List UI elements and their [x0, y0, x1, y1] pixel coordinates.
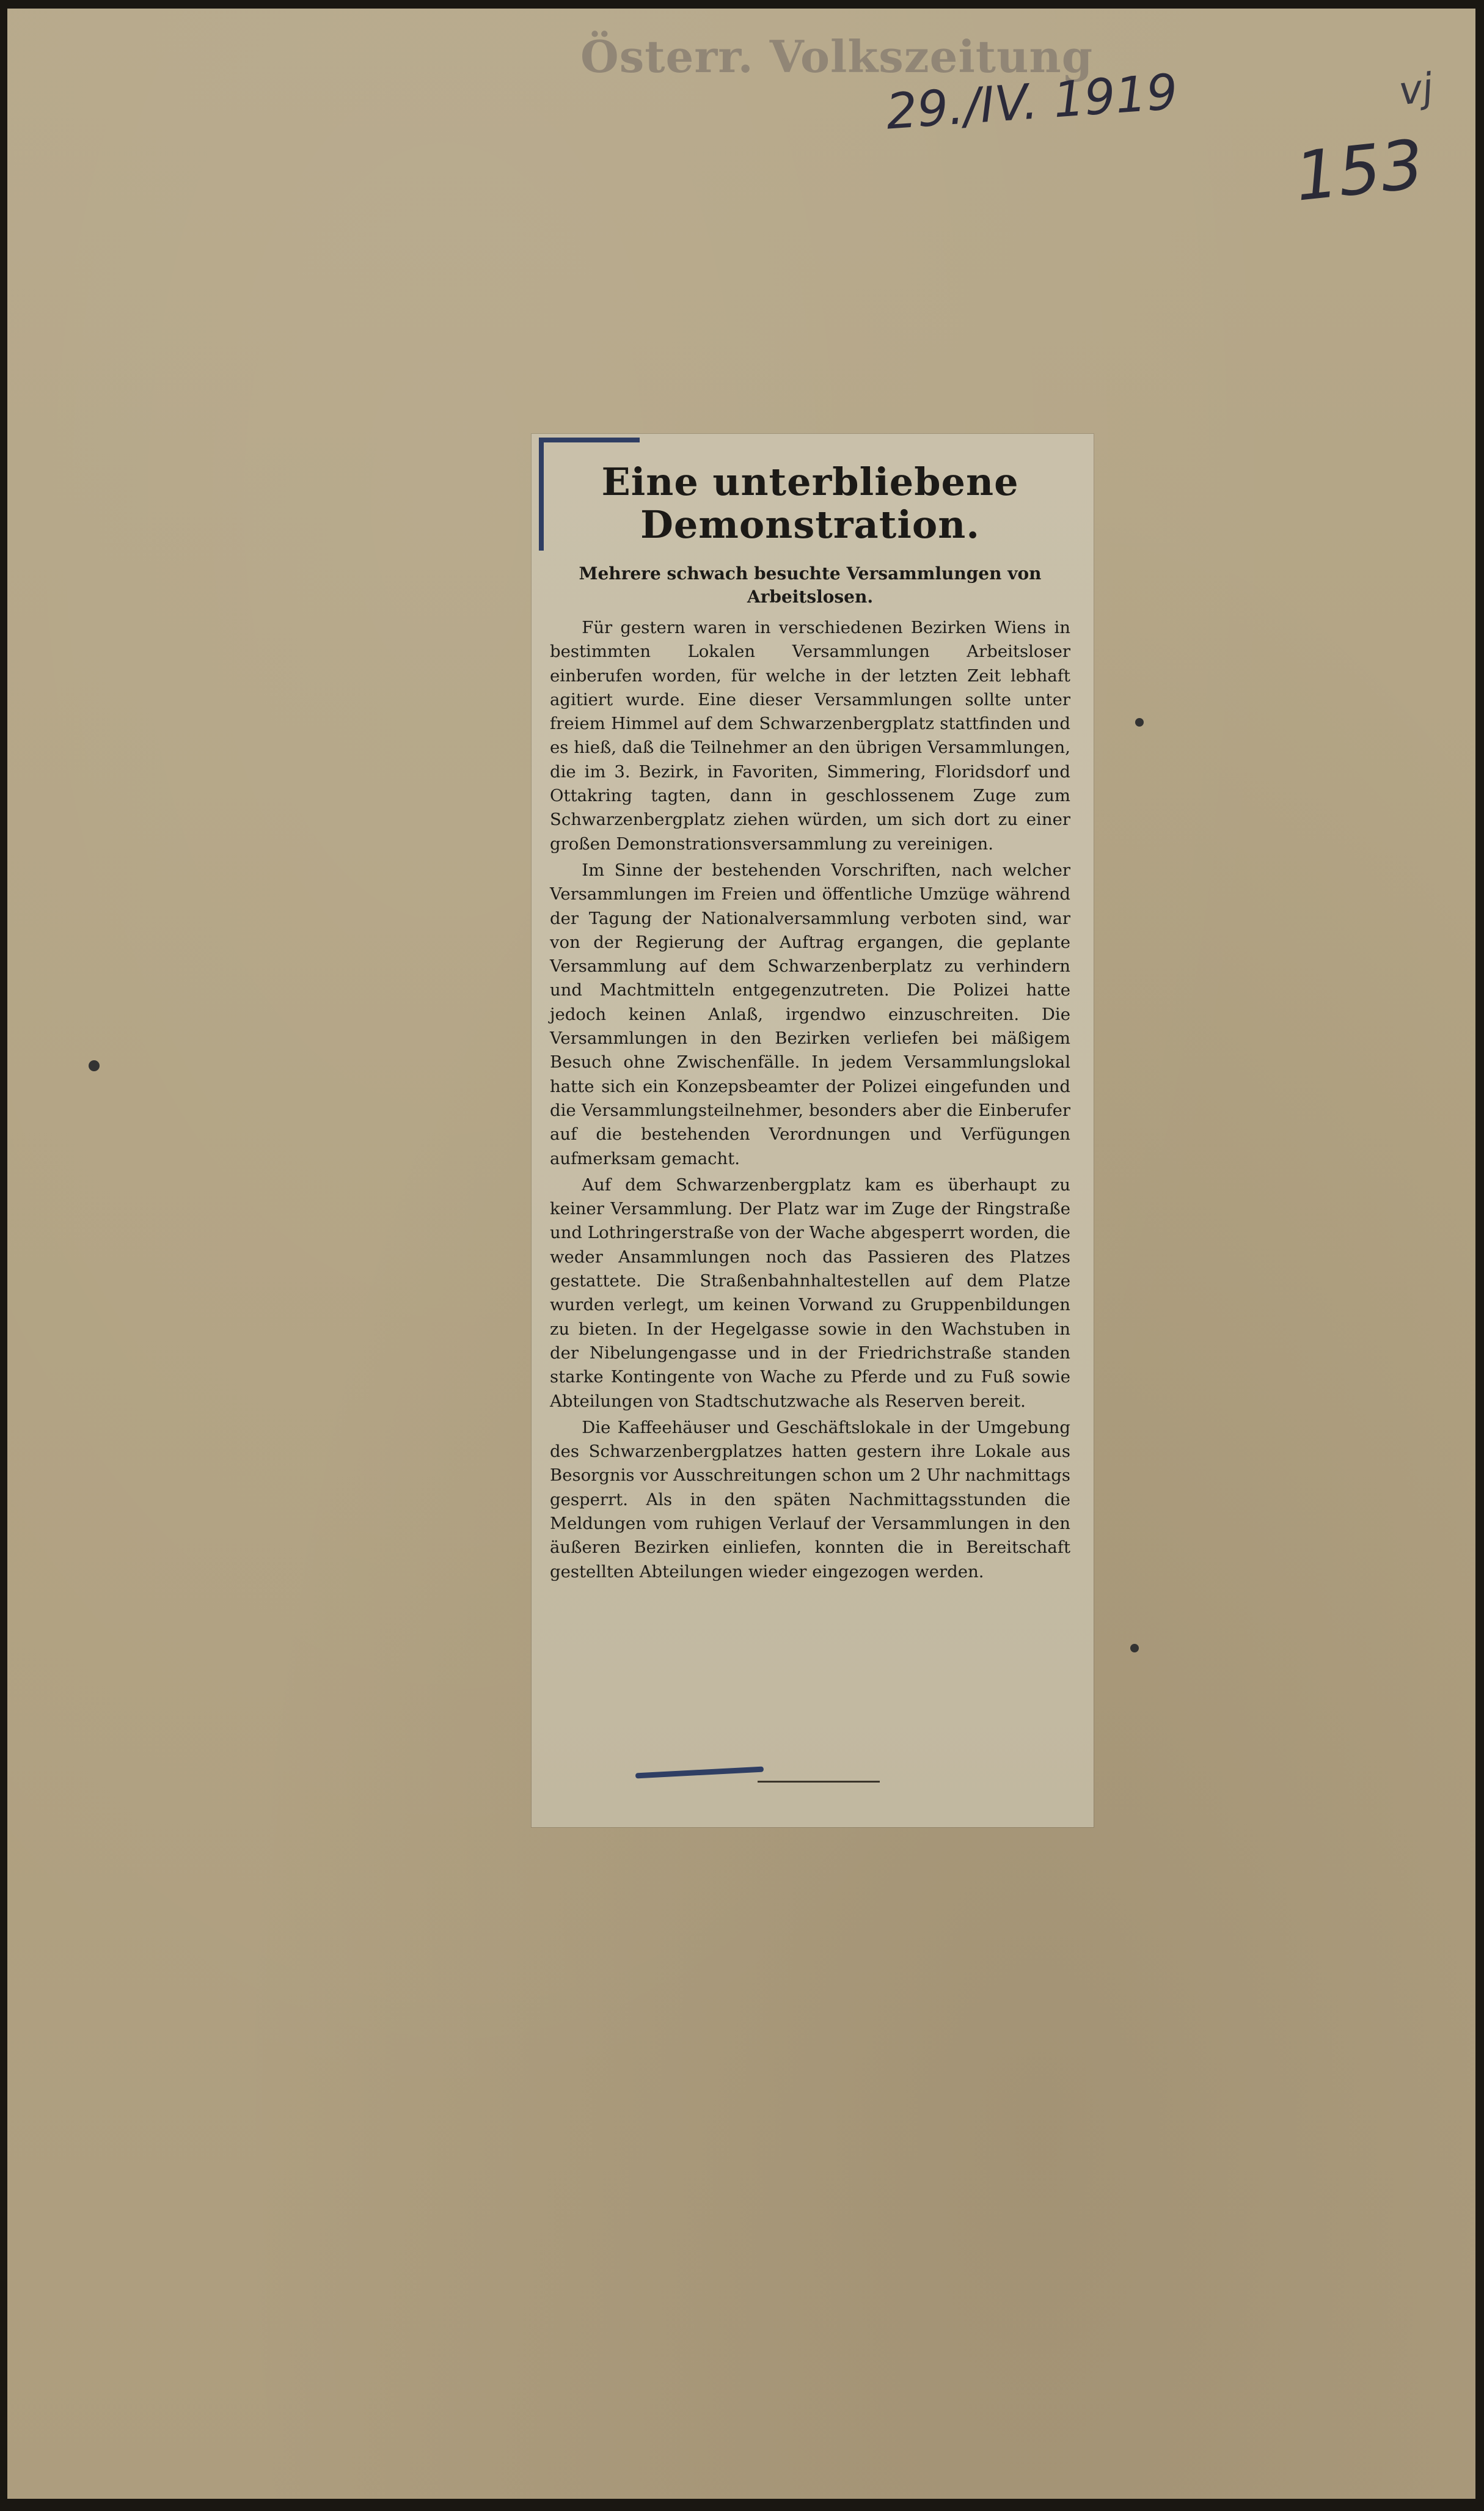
handwritten-date: 29./IV. 1919 — [884, 63, 1180, 141]
newspaper-source-stamp: Österr. Volkszeitung — [580, 31, 1094, 82]
article-paragraph: Im Sinne der bestehenden Vorschriften, nach welcher Versammlungen im Freien und öffentliche Umzüge während der Tagung der Nationalversammlung verboten sind, war von der Regierung der Auftrag ergangen, die geplante Versammlung auf dem Schwarzenberplatz zu verhindern und Machtmitteln entgegenzutreten. Die Polizei hatte jedoch keinen Anlaß, irgendwo einzuschreiten. Die Versammlungen in den Bezirken verliefen bei mäßigem Besuch ohne Zwischenfälle. In jedem Versammlungslokal hatte sich ein Konzepsbeamter der Polizei eingefunden und die Versammlungsteilnehmer, besonders aber die Einberufer auf die bestehenden Verordnungen und Verfügungen aufmerksam gemacht. — [550, 860, 1070, 1168]
article-end-rule — [758, 1781, 880, 1783]
punch-hole-dot — [89, 1060, 100, 1071]
punch-hole-dot — [1135, 718, 1144, 727]
article-paragraph: Auf dem Schwarzenbergplatz kam es überhaupt zu keiner Versammlung. Der Platz war im Zuge der Ringstraße und Lothringerstraße von der Wache abgesperrt worden, die weder Ansammlungen noch das Passieren des Platzes gestattete. Die Straßenbahnhaltestellen auf dem Platze wurden verlegt, um keinen Vorwand zu Gruppenbildungen zu bieten. In der Hegelgasse sowie in den Wachstuben in der Nibelungengasse und in der Friedrichstraße standen starke Kontingente von Wache zu Pferde und zu Fuß sowie Abteilungen von Stadtschutzwache als Reserven bereit. — [550, 1175, 1070, 1411]
punch-hole-dot — [1130, 1644, 1139, 1652]
handwritten-archive-number: 153 — [1291, 125, 1428, 216]
blue-pencil-mark — [539, 438, 640, 442]
article-paragraph: Für gestern waren in verschiedenen Bezirken Wiens in bestimmten Lokalen Versammlungen Arbeitsloser einberufen worden, für welche in der letzten Zeit lebhaft agitiert wurde. Eine dieser Versammlungen sollte unter freiem Himmel auf dem Schwarzenbergplatz stattfinden und es hieß, daß die Teilnehmer an den übrigen Versammlungen, die im 3. Bezirk, in Favoriten, Simmering, Floridsdorf und Ottakring tagten, dann in geschlossenem Zuge zum Schwarzenbergplatz ziehen würden, um sich dort zu einer großen Demonstrationsversammlung zu vereinigen. — [550, 618, 1070, 854]
scan-border-top — [0, 0, 1484, 9]
newspaper-clipping — [532, 434, 1094, 1827]
article-headline: Eine unterbliebene Demonstration. — [601, 460, 1019, 547]
article-subheadline: Mehrere schwach besuchte Versammlungen von Arbeitslosen. — [579, 563, 1042, 607]
handwritten-initials: vj — [1396, 65, 1436, 115]
scan-border-bottom — [0, 2499, 1484, 2511]
scan-border-left — [0, 0, 7, 2511]
blue-pencil-underline — [635, 1767, 764, 1779]
blue-pencil-mark — [539, 438, 544, 551]
article-paragraph: Die Kaffeehäuser und Geschäftslokale in der Umgebung des Schwarzenbergplatzes hatten gestern ihre Lokale aus Besorgnis vor Ausschreitungen schon um 2 Uhr nachmittags gesperrt. Als in den späten Nachmittagsstunden die Meldungen vom ruhigen Verlauf der Versammlungen in den äußeren Bezirken einliefen, konnten die in Bereitschaft gestellten Abteilungen wieder eingezogen werden. — [550, 1417, 1070, 1582]
scan-border-right — [1475, 0, 1484, 2511]
